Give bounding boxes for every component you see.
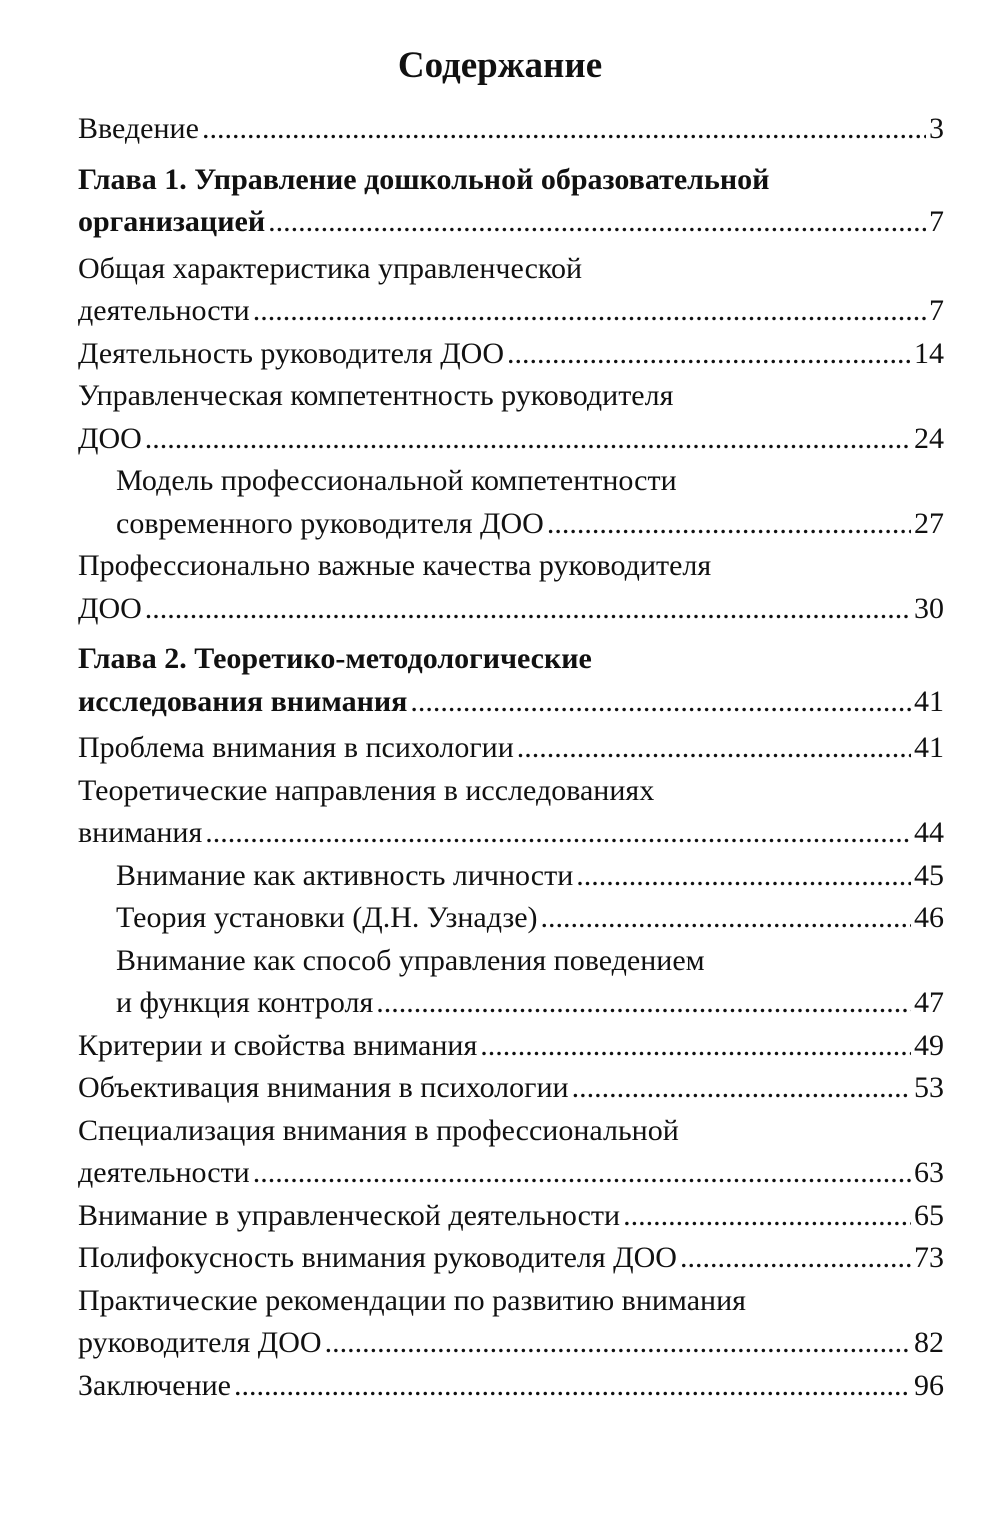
toc-entry-title-line: ДОО [78,591,142,625]
dot-leader [541,897,911,940]
toc-entry-title-line: современного руководителя ДОО [116,506,544,540]
toc-entry-title-line: ДОО [78,421,142,455]
toc-entry-last-line [78,1152,944,1195]
toc-entry-title-line: Управленческая компетентность руководителя [78,379,674,412]
toc-entry [78,545,944,630]
toc-page-number: 7 [929,205,944,238]
toc-entry [78,1110,944,1195]
toc-entry-last-line [78,588,944,631]
toc-entry [78,940,944,1025]
toc-entry-title-line: и функция контроля [116,986,374,1019]
toc-entry [78,638,944,723]
toc-entry [78,1067,944,1110]
toc-entry [78,375,944,460]
toc-entry-title-line: Модель профессиональной компетентности [116,464,677,497]
dot-leader [480,1025,911,1068]
toc-entry [78,1365,944,1408]
toc-page-number: 49 [914,1028,944,1062]
toc-entry [78,770,944,855]
toc-page-number: 30 [914,591,944,625]
toc-entry-title-line: Проблема внимания в психологии [78,731,514,764]
toc-page-number: 73 [914,1241,944,1274]
toc-entry-last-line [78,1067,944,1110]
toc-entry-title-line: Специализация внимания в профессиональной [78,1113,679,1147]
toc-entry-title-line: Теория установки (Д.Н. Узнадзе) [116,901,538,934]
toc-page-number: 3 [929,112,944,145]
toc-entry [78,1280,944,1365]
toc-entry-last-line [78,201,944,244]
toc-entry-last-line [78,681,944,724]
toc-entry-last-line [78,1365,944,1408]
toc-entry [78,727,944,770]
dot-leader [680,1237,911,1280]
toc-entry [78,108,944,151]
dot-leader [145,418,911,461]
toc-entry [78,460,944,545]
toc-entry [78,333,944,376]
toc-entry [78,248,944,333]
toc-entry-last-line [78,333,944,376]
toc-entry-title-line: Практические рекомендации по развитию внимания [78,1283,746,1317]
toc-page-number: 53 [914,1071,944,1104]
toc-page-number: 14 [914,336,944,370]
toc-entry-title-line: Профессионально важные качества руководителя [78,549,712,582]
toc-entry-title-line: Внимание как активность личности [116,858,574,892]
toc-entry [78,897,944,940]
dot-leader [253,1152,911,1195]
dot-leader [410,681,911,724]
table-of-contents [78,108,944,1407]
toc-page-number: 44 [914,816,944,849]
toc-page-number: 65 [914,1198,944,1232]
toc-page-number: 46 [914,901,944,934]
toc-entry-title-line: руководителя ДОО [78,1326,322,1359]
toc-entry-title-line: Объективация внимания в психологии [78,1071,569,1104]
toc-page-number: 45 [914,858,944,892]
dot-leader [253,290,926,333]
dot-leader [623,1195,911,1238]
toc-entry-last-line [78,108,944,151]
toc-entry-title-line: Критерии и свойства внимания [78,1028,478,1062]
dot-leader [234,1365,911,1408]
dot-leader [202,108,926,151]
toc-entry-title-line: исследования внимания [78,684,408,718]
toc-entry-last-line [78,418,944,461]
dot-leader [507,333,911,376]
toc-entry-title-line: Глава 1. Управление дошкольной образовательной [78,162,770,196]
toc-entry-title-line: деятельности [78,294,250,327]
toc-page-number: 82 [914,1326,944,1359]
toc-entry-title-line: организацией [78,205,266,238]
toc-entry-title-line: Внимание как способ управления поведением [116,943,705,977]
dot-leader [268,201,926,244]
dot-leader [547,503,911,546]
toc-entry-title-line: Глава 2. Теоретико-методологические [78,642,592,675]
toc-page-number: 63 [914,1156,944,1189]
dot-leader [145,588,911,631]
dot-leader [325,1322,911,1365]
toc-page-number: 96 [914,1368,944,1402]
toc-entry-last-line [78,1025,944,1068]
dot-leader [376,982,911,1025]
toc-entry [78,855,944,898]
toc-page-number: 41 [914,684,944,718]
toc-entry [78,159,944,244]
toc-entry-title-line: Заключение [78,1368,231,1402]
toc-entry-title-line: Введение [78,112,199,145]
toc-entry-last-line [78,727,944,770]
toc-entry-title-line: Деятельность руководителя ДОО [78,336,504,370]
dot-leader [517,727,911,770]
dot-leader [205,812,911,855]
toc-page-number: 41 [914,731,944,764]
dot-leader [572,1067,911,1110]
toc-entry-last-line [116,982,944,1025]
toc-entry [78,1195,944,1238]
toc-entry-last-line [78,1195,944,1238]
toc-page-number: 47 [914,986,944,1019]
toc-page-number: 24 [914,421,944,455]
dot-leader [576,855,911,898]
toc-entry-title-line: Общая характеристика управленческой [78,251,583,285]
toc-entry-last-line [78,1322,944,1365]
toc-entry [78,1025,944,1068]
toc-entry-title-line: Теоретические направления в исследованиях [78,773,655,807]
toc-entry-last-line [116,897,944,940]
toc-entry-last-line [116,855,944,898]
page-title: Содержание [397,45,603,86]
toc-page-number: 7 [929,294,944,327]
toc-entry-last-line [78,1237,944,1280]
toc-entry-last-line [116,503,944,546]
toc-entry-last-line [78,812,944,855]
toc-page-number: 27 [914,506,944,540]
toc-entry [78,1237,944,1280]
toc-entry-title-line: внимания [78,816,203,849]
toc-entry-title-line: Внимание в управленческой деятельности [78,1198,621,1232]
toc-entry-title-line: Полифокусность внимания руководителя ДОО [78,1241,677,1274]
toc-entry-title-line: деятельности [78,1156,250,1189]
toc-entry-last-line [78,290,944,333]
